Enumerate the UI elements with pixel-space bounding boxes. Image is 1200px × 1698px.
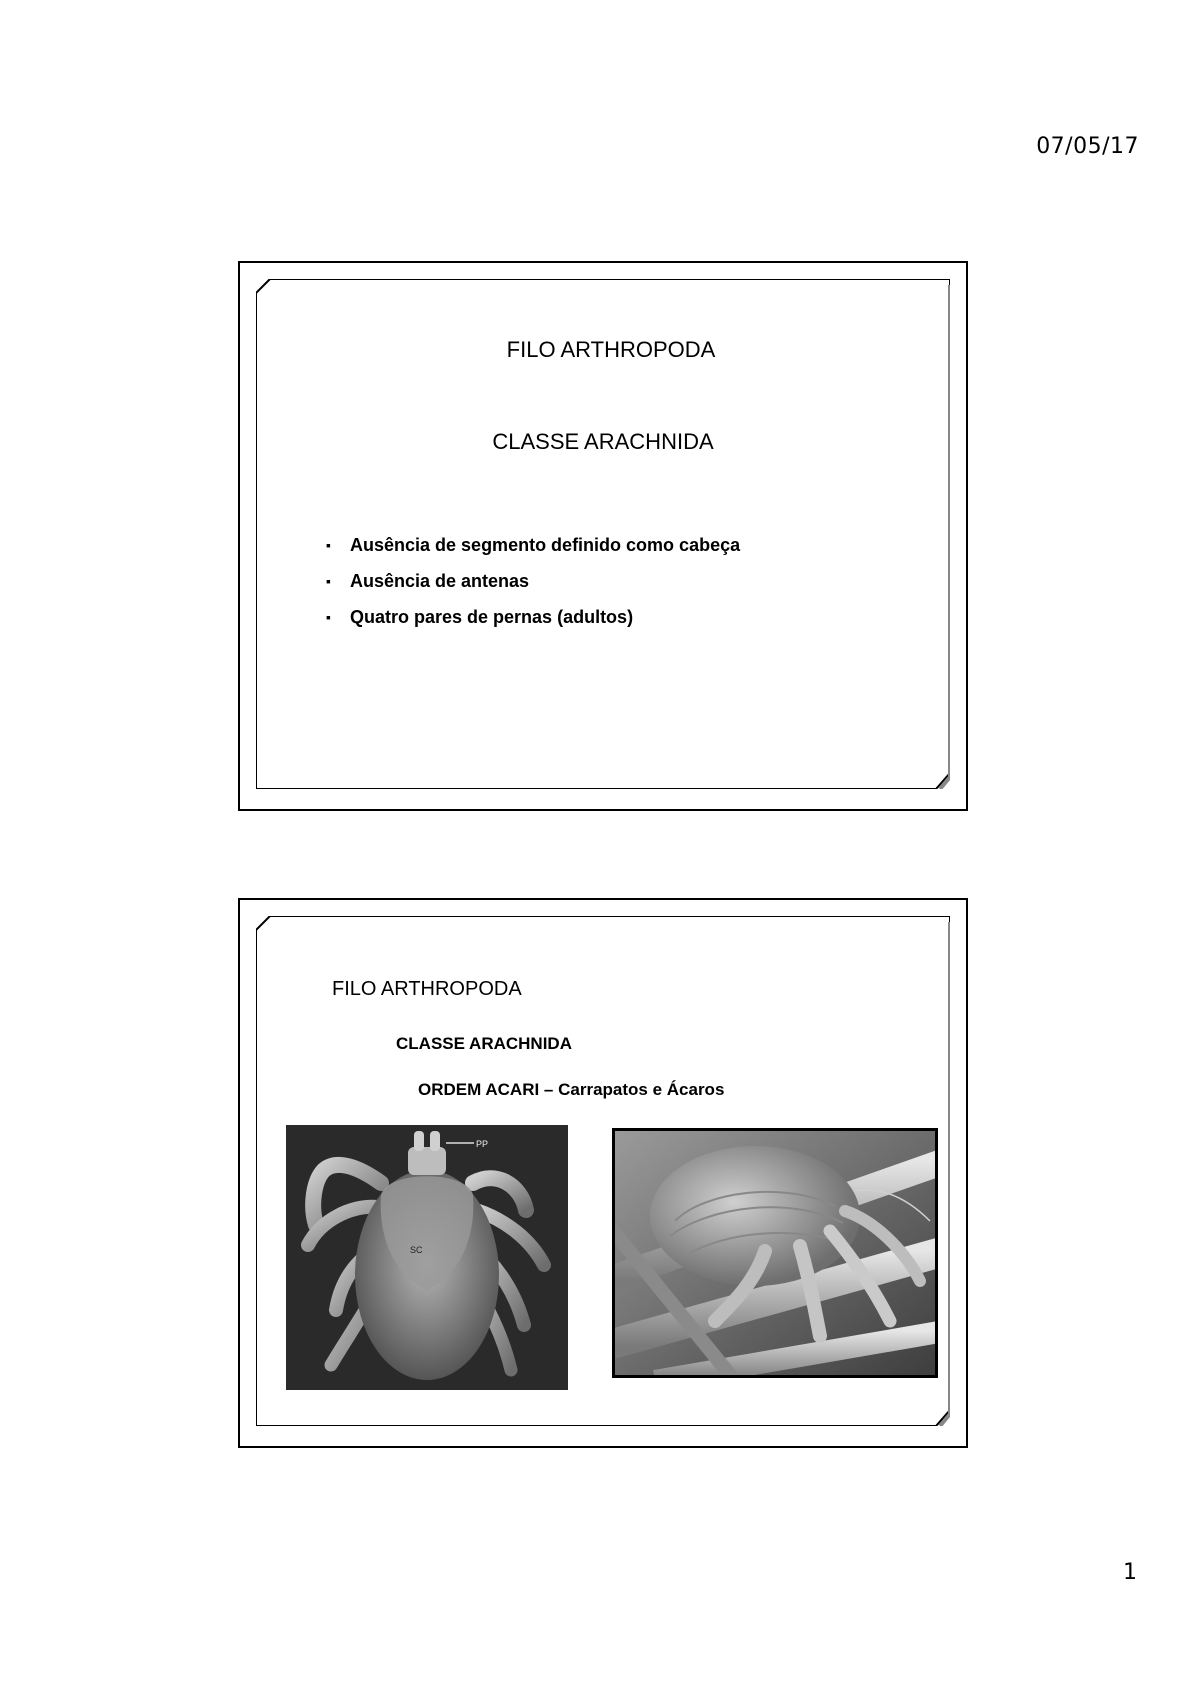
- slide-1-subtitle: CLASSE ARACHNIDA: [492, 429, 714, 454]
- slide-1-title: FILO ARTHROPODA: [506, 337, 716, 362]
- slide-2-title: FILO ARTHROPODA: [332, 978, 522, 1000]
- bullet-item: [326, 527, 740, 563]
- page-number: 1: [1123, 1560, 1137, 1585]
- slide-2: [238, 898, 968, 1448]
- slide-2-order-line: ORDEM ACARI – Carrapatos e Ácaros: [418, 1080, 725, 1099]
- bullet-item: [326, 599, 740, 635]
- slide-1-bullet-list: [326, 527, 740, 635]
- bullet-text: Quatro pares de pernas (adultos): [350, 607, 634, 627]
- slide-2-class-line: CLASSE ARACHNIDA: [396, 1034, 572, 1053]
- slide-1: [238, 261, 968, 811]
- slide-2-card: [256, 916, 950, 1426]
- slide-1-card: [256, 279, 950, 789]
- tick-micrograph: [286, 1125, 568, 1390]
- tick-label-sc: SC: [410, 1245, 423, 1255]
- page-date: 07/05/17: [1036, 134, 1139, 159]
- bullet-text: Ausência de antenas: [350, 571, 530, 591]
- mite-micrograph: [612, 1128, 938, 1378]
- bullet-text: Ausência de segmento definido como cabeça: [350, 535, 741, 555]
- tick-label-pp: PP: [476, 1139, 489, 1149]
- bullet-marker: ▪: [326, 609, 331, 625]
- bullet-marker: ▪: [326, 537, 331, 553]
- bullet-item: [326, 563, 740, 599]
- bullet-marker: ▪: [326, 573, 331, 589]
